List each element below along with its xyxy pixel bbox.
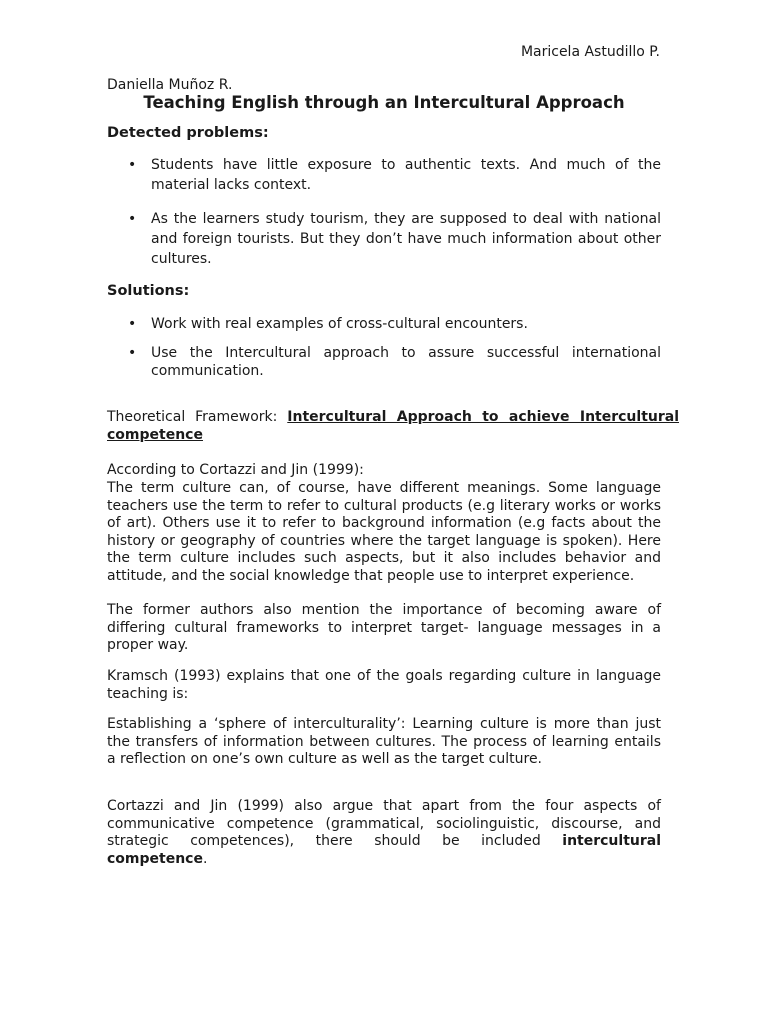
framework-label: Theoretical Framework: xyxy=(107,409,288,425)
closing-bold-term: intercultural competence xyxy=(107,833,661,867)
list-item: • Students have little exposure to authentic texts. And much of the material lacks context. xyxy=(107,155,661,195)
theoretical-framework xyxy=(107,409,679,444)
problems-heading: Detected problems: xyxy=(107,125,269,141)
list-item: • Work with real examples of cross-cultural encounters. xyxy=(107,314,661,334)
document-title: Teaching English through an Intercultural Approach xyxy=(143,93,625,112)
cortazzi-intro: According to Cortazzi and Jin (1999): xyxy=(107,462,364,478)
sphere-paragraph: Establishing a ‘sphere of interculturality’: Learning culture is more than just the transfers of information between cultures. The process of learning entails a reflection on one’s own culture as well as the target culture. xyxy=(107,716,661,767)
framework-emphasis: Intercultural Approach to achieve Intercultural competence xyxy=(107,409,679,443)
closing-text: Cortazzi and Jin (1999) also argue that apart from the four aspects of communicative competence (grammatical, sociolinguistic, discourse, and strategic competences), there should be included xyxy=(107,798,661,849)
closing-paragraph xyxy=(107,798,661,868)
culture-definition-paragraph: The term culture can, of course, have different meanings. Some language teachers use the term to refer to cultural products (e.g literary works or works of art). Others use it to refer to background information (e.g facts about the history or geography of countries where the target language is spoken). Here the term culture includes such aspects, but it also includes behavior and attitude, and the social knowledge that people use to interpret experience. xyxy=(107,480,661,584)
list-item: • As the learners study tourism, they are supposed to deal with national and foreign tourists. But they don’t have much information about other cultures. xyxy=(107,209,661,269)
author-name-right: Maricela Astudillo P. xyxy=(520,44,660,60)
author-name-left: Daniella Muñoz R. xyxy=(107,77,233,93)
list-item: • Use the Intercultural approach to assure successful international communication. xyxy=(107,345,661,380)
solutions-list xyxy=(107,314,661,380)
problems-list xyxy=(107,155,661,269)
solutions-heading: Solutions: xyxy=(107,283,190,299)
former-authors-paragraph: The former authors also mention the importance of becoming aware of differing cultural frameworks to interpret target- language messages in a proper way. xyxy=(107,602,661,653)
closing-period: . xyxy=(202,850,208,867)
kramsch-paragraph: Kramsch (1993) explains that one of the goals regarding culture in language teaching is: xyxy=(107,668,661,702)
